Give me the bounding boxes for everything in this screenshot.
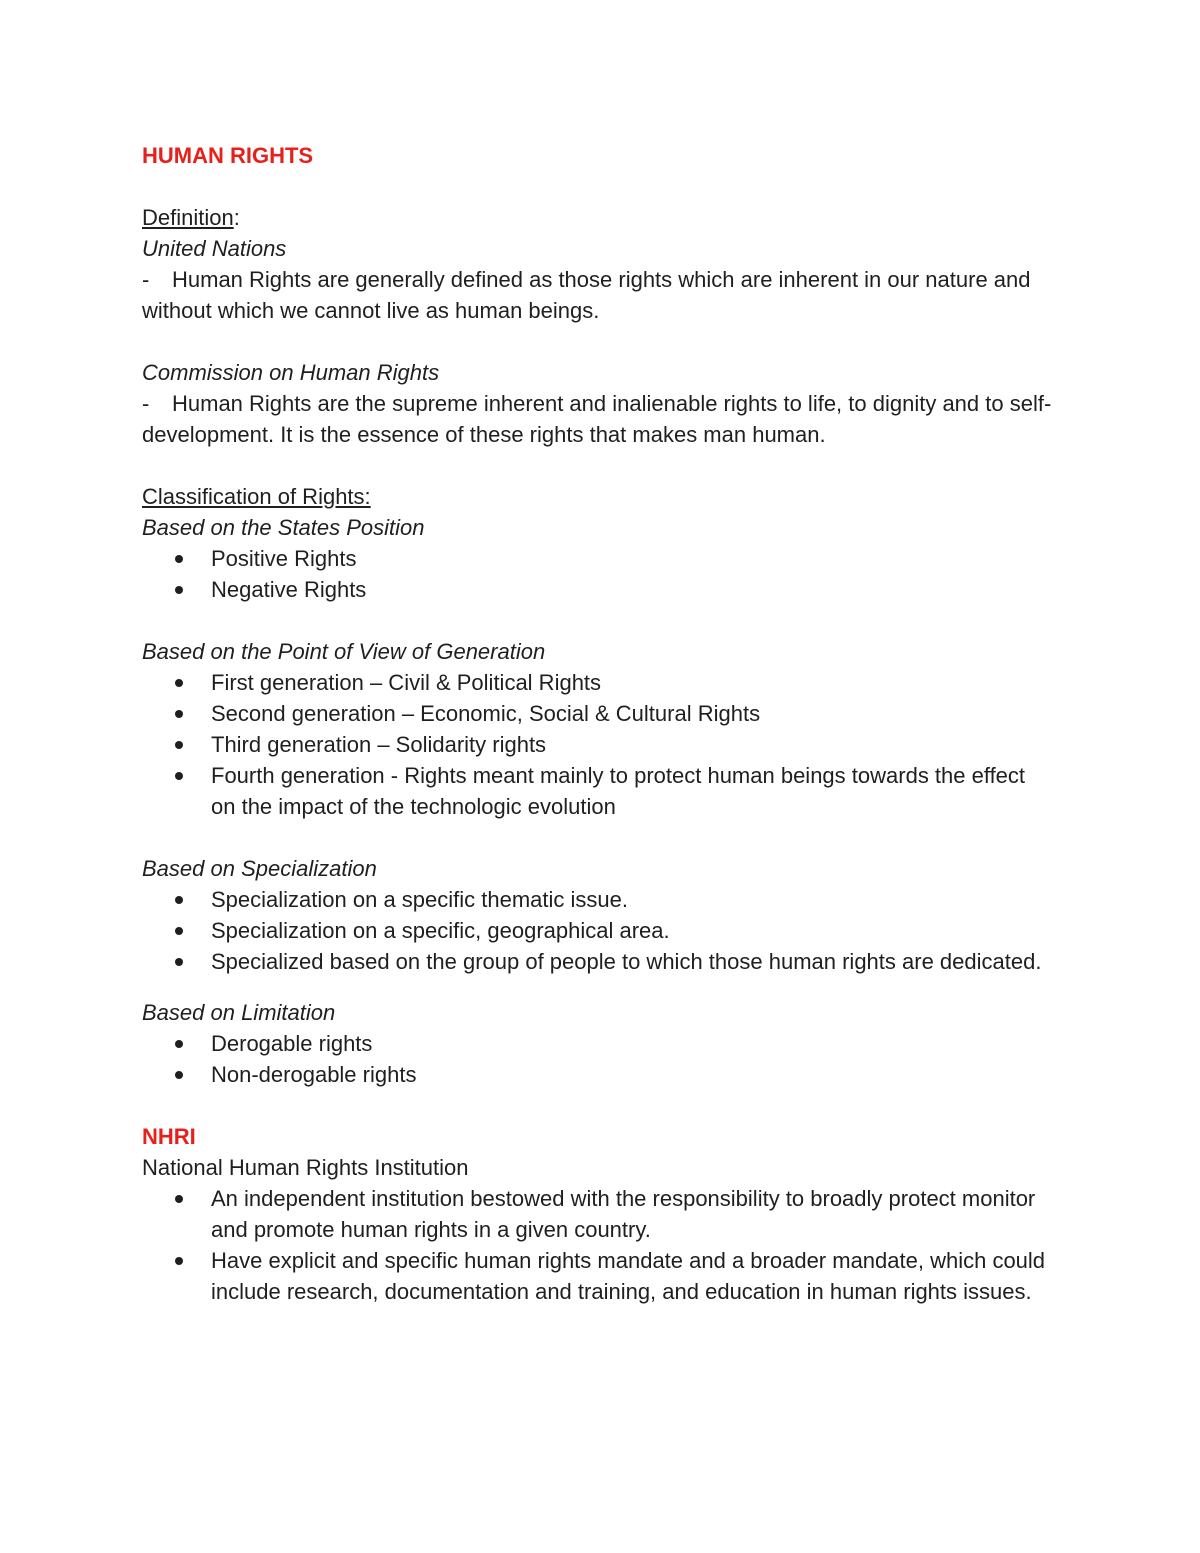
list-item bbox=[142, 543, 1052, 574]
classification-heading: Classification of Rights: bbox=[142, 484, 371, 509]
list-item bbox=[142, 1028, 1052, 1059]
bullet-icon bbox=[175, 586, 183, 594]
list-item bbox=[142, 667, 1052, 698]
list-item bbox=[142, 884, 1052, 915]
spacer bbox=[142, 822, 1052, 853]
list-item-text: Have explicit and specific human rights mandate and a broader mandate, which could include research, documentation and training, and education in human rights issues. bbox=[211, 1248, 1046, 1304]
bullet-icon bbox=[175, 1257, 183, 1265]
generation-list bbox=[142, 667, 1052, 822]
spacer bbox=[142, 977, 1052, 997]
list-item bbox=[142, 1059, 1052, 1090]
limitation-heading: Based on Limitation bbox=[142, 1000, 336, 1025]
list-item-text: Third generation – Solidarity rights bbox=[211, 732, 547, 757]
section-title-nhri: NHRI bbox=[142, 1124, 196, 1149]
bullet-icon bbox=[175, 896, 183, 904]
states-position-list bbox=[142, 543, 1052, 605]
chr-dash: - bbox=[142, 391, 150, 416]
list-item-text: An independent institution bestowed with the responsibility to broadly protect monitor and promote human rights in a given country. bbox=[211, 1186, 1036, 1242]
bullet-icon bbox=[175, 958, 183, 966]
bullet-icon bbox=[175, 679, 183, 687]
specialization-list bbox=[142, 884, 1052, 977]
un-definition-text: Human Rights are generally defined as those rights which are inherent in our nature and without which we cannot live as human beings. bbox=[142, 267, 1031, 323]
definition-heading bbox=[142, 202, 1052, 233]
bullet-icon bbox=[175, 772, 183, 780]
spacer bbox=[142, 450, 1052, 481]
states-position-heading: Based on the States Position bbox=[142, 515, 425, 540]
list-item-text: Non-derogable rights bbox=[211, 1062, 417, 1087]
list-item-text: Positive Rights bbox=[211, 546, 357, 571]
nhri-subtitle: National Human Rights Institution bbox=[142, 1155, 469, 1180]
list-item bbox=[142, 946, 1052, 977]
spacer bbox=[142, 605, 1052, 636]
list-item-text: Specialized based on the group of people to which those human rights are dedicated. bbox=[211, 949, 1042, 974]
un-definition bbox=[142, 264, 1052, 326]
list-item-text: Specialization on a specific, geographical area. bbox=[211, 918, 670, 943]
spacer bbox=[142, 326, 1052, 357]
definition-colon: : bbox=[233, 205, 240, 230]
bullet-icon bbox=[175, 741, 183, 749]
section-title-human-rights: HUMAN RIGHTS bbox=[142, 143, 314, 168]
bullet-icon bbox=[175, 927, 183, 935]
bullet-icon bbox=[175, 555, 183, 563]
chr-definition-text: Human Rights are the supreme inherent and inalienable rights to life, to dignity and to self-development. It is the essence of these rights that makes man human. bbox=[142, 391, 1052, 447]
list-item-text: Second generation – Economic, Social & Cultural Rights bbox=[211, 701, 761, 726]
bullet-icon bbox=[175, 710, 183, 718]
specialization-heading: Based on Specialization bbox=[142, 856, 377, 881]
definition-label: Definition bbox=[142, 205, 234, 230]
list-item bbox=[142, 729, 1052, 760]
list-item bbox=[142, 1245, 1052, 1307]
list-item bbox=[142, 574, 1052, 605]
bullet-icon bbox=[175, 1195, 183, 1203]
bullet-icon bbox=[175, 1040, 183, 1048]
spacer bbox=[142, 1090, 1052, 1121]
list-item bbox=[142, 760, 1052, 822]
list-item-text: Negative Rights bbox=[211, 577, 367, 602]
un-source: United Nations bbox=[142, 236, 287, 261]
chr-definition bbox=[142, 388, 1052, 450]
document-content bbox=[142, 140, 1052, 1307]
un-dash: - bbox=[142, 267, 150, 292]
list-item bbox=[142, 915, 1052, 946]
list-item-text: Fourth generation - Rights meant mainly to protect human beings towards the effect on the impact of the technologic evolution bbox=[211, 763, 1026, 819]
list-item bbox=[142, 698, 1052, 729]
list-item bbox=[142, 1183, 1052, 1245]
list-item-text: Specialization on a specific thematic issue. bbox=[211, 887, 628, 912]
generation-heading: Based on the Point of View of Generation bbox=[142, 639, 546, 664]
bullet-icon bbox=[175, 1071, 183, 1079]
limitation-list bbox=[142, 1028, 1052, 1090]
nhri-list bbox=[142, 1183, 1052, 1307]
list-item-text: First generation – Civil & Political Rights bbox=[211, 670, 602, 695]
list-item-text: Derogable rights bbox=[211, 1031, 373, 1056]
spacer bbox=[142, 171, 1052, 202]
chr-source: Commission on Human Rights bbox=[142, 360, 440, 385]
